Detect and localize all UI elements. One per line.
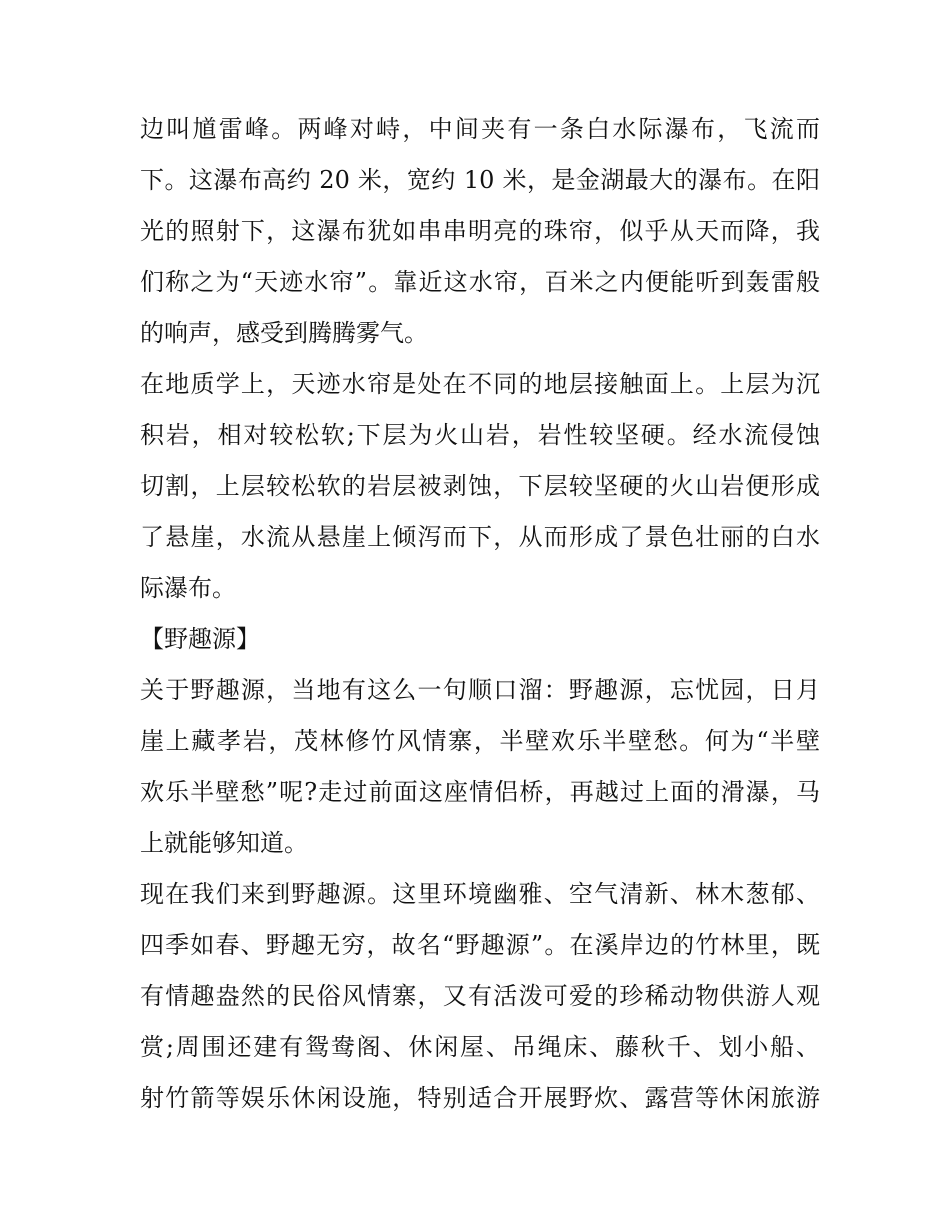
text-line: 射竹箭等娱乐休闲设施，特别适合开展野炊、露营等休闲旅游 — [140, 1084, 820, 1112]
text-line: 上就能够知道。 — [140, 829, 308, 857]
text-line: 们称之为“天迹水帘”。靠近这水帘，百米之内便能听到轰雷般 — [140, 268, 820, 296]
text-line: 赏;周围还建有鸳鸯阁、休闲屋、吊绳床、藤秋千、划小船、 — [140, 1033, 820, 1061]
geology-paragraph — [140, 359, 820, 614]
document-page — [140, 104, 820, 1124]
text-line: 的响声，感受到腾腾雾气。 — [140, 319, 428, 347]
text-line: 在地质学上，天迹水帘是处在不同的地层接触面上。上层为沉 — [140, 370, 820, 398]
yequyuan-intro-paragraph — [140, 869, 820, 1124]
section-heading: 【野趣源】 — [140, 625, 260, 653]
text-line: 四季如春、野趣无穷，故名“野趣源”。在溪岸边的竹林里，既 — [140, 931, 820, 959]
text-line: 光的照射下，这瀑布犹如串串明亮的珠帘，似乎从天而降，我 — [140, 217, 820, 245]
text-line: 际瀑布。 — [140, 574, 236, 602]
text-line: 关于野趣源，当地有这么一句顺口溜：野趣源，忘忧园，日月 — [140, 676, 820, 704]
text-line: 崖上藏孝岩，茂林修竹风情寨，半壁欢乐半壁愁。何为“半壁 — [140, 727, 820, 755]
text-line: 现在我们来到野趣源。这里环境幽雅、空气清新、林木葱郁、 — [140, 880, 820, 908]
text-line: 切割，上层较松软的岩层被剥蚀，下层较坚硬的火山岩便形成 — [140, 472, 820, 500]
text-line: 有情趣盎然的民俗风情寨，又有活泼可爱的珍稀动物供游人观 — [140, 982, 820, 1010]
folk-rhyme-paragraph — [140, 665, 820, 869]
waterfall-description-paragraph — [140, 104, 820, 359]
text-line: 边叫馗雷峰。两峰对峙，中间夹有一条白水际瀑布，飞流而 — [140, 115, 820, 143]
text-line: 下。这瀑布高约 20 米，宽约 10 米，是金湖最大的瀑布。在阳 — [140, 166, 820, 194]
section-heading-yequyuan — [140, 614, 820, 665]
text-line: 欢乐半壁愁”呢?走过前面这座情侣桥，再越过上面的滑瀑，马 — [140, 778, 820, 806]
text-line: 积岩，相对较松软;下层为火山岩，岩性较坚硬。经水流侵蚀 — [140, 421, 820, 449]
text-line: 了悬崖，水流从悬崖上倾泻而下，从而形成了景色壮丽的白水 — [140, 523, 820, 551]
